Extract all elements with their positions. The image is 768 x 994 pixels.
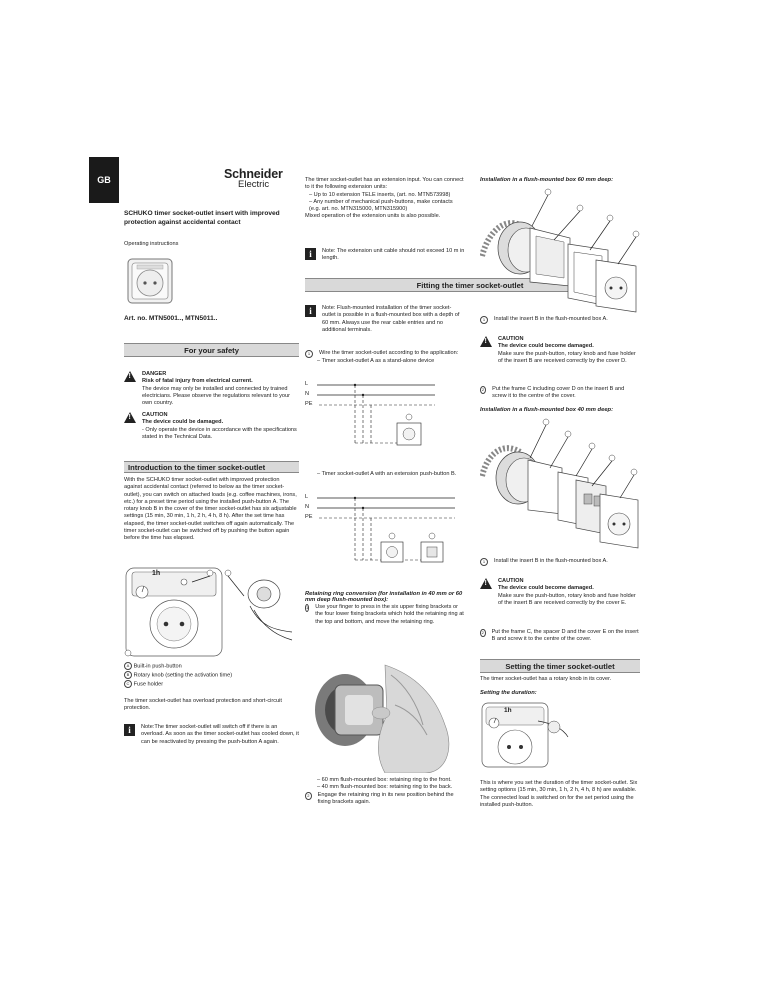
safety-heading: For your safety	[124, 343, 299, 357]
install-40-title: Installation in a flush-mounted box 40 mm deep:	[480, 407, 614, 413]
info-icon: i	[124, 724, 135, 736]
caution-40: ! CAUTION The device could become damaged. Make sure the push-button, rotary knob and fuse holder of the insert B are received correctly by the cover E.	[480, 578, 640, 607]
danger-block: ! DANGER Risk of fatal injury from electrical current. The device may only be installed and connected by trained electricians. Please observe the regulations relevant to your own country.	[124, 371, 299, 407]
overload-text: The timer socket-outlet has overload protection and short-circuit protection.	[124, 698, 282, 712]
retaining-ring-list: – 60 mm flush-mounted box: retaining ring to the front. – 40 mm flush-mounted box: retaining ring to the back. 2 Engage the retaining ring in its new position behind the fixing brackets again.	[305, 777, 465, 806]
install-60-step2: 2 Put the frame C including cover D on the insert B and screw it to the centre of the cover.	[481, 386, 625, 400]
fitting-note: i Note: Flush-mounted installation of the timer socket-outlet is possible in a flush-mounted box with a depth of 60 mm. Always use the rear cable entries and no additional terminals.	[305, 305, 465, 334]
intro-heading: Introduction to the timer socket-outlet	[124, 461, 299, 473]
wiring-step: 1 Wire the timer socket-outlet according to the application: – Timer socket-outlet A as a stand-alone device	[305, 350, 465, 365]
warning-icon: !	[480, 578, 492, 589]
install-60-step1: 1 Install the insert B in the flush-mounted box A.	[480, 316, 640, 324]
retaining-ring-title: Retaining ring conversion (for installation in 40 mm or 60 mm deep flush-mounted box):	[305, 591, 463, 603]
install-40-step2: 2 Put the frame C, the spacer D and the cover E on the insert B and screw it to the centre of the cover.	[481, 629, 639, 643]
caution-block: ! CAUTION The device could be damaged. - Only operate the device in accordance with the specifications stated in the Technical Data.	[124, 412, 299, 441]
wiring-diagram-extension: L N PE	[305, 494, 465, 566]
setting-duration-title: Setting the duration:	[480, 690, 537, 696]
intro-text: With the SCHUKO timer socket-outlet with improved protection against accidental contact (referred to below as the timer socket-outlet), you can switch on attached loads (e.g. coffee machines, irons, etc.) for a preset time period using the installed push-button A. The rotary knob B in the cover of the timer socket-outlet has six adjustable settings (15 min, 30 min, 1 h, 2 h, 4 h, 8 h). After the set time has elapsed, the timer socket-outlet switches off again automatically. The timer socket-outlet can be switched off by pushing the button again before the time has elapsed.	[124, 477, 297, 542]
install-60-illustration	[480, 186, 640, 314]
product-image	[127, 258, 173, 304]
retaining-ring-section: Retaining ring conversion (for installation in 40 mm or 60 mm deep flush-mounted box): 1 Use your finger to press in the six upper fixing brackets or the four lower fixing brackets which hold the retaining ring at the top and bottom, and move the retaining ring.	[305, 591, 464, 625]
wiring-diagram-standalone: L N PE	[305, 381, 465, 451]
warning-icon: !	[480, 336, 492, 347]
info-icon: i	[305, 248, 316, 260]
extension-note: i Note: The extension unit cable should not exceed 10 m in length.	[305, 248, 465, 263]
setting-heading: Setting the timer socket-outlet	[480, 659, 640, 673]
dial-label: 1h	[152, 570, 161, 577]
info-icon: i	[305, 305, 316, 317]
socket-dial-illustration	[124, 566, 299, 658]
subtitle: Operating instructions	[124, 241, 179, 247]
setting-text: The timer socket-outlet has a rotary knob in its cover.	[480, 676, 612, 682]
install-60-title: Installation in a flush-mounted box 60 mm deep:	[480, 177, 614, 183]
extension-text: The timer socket-outlet has an extension input. You can connect to it the following extension units: – Up to 10 extension TELE inserts, (art. no. MTN573998) – Any number of mechanical push-buttons, make contacts (e.g. art. no. MTN315000, MTN315900) Mixed operation of the extension units is also possible.	[305, 177, 464, 220]
setting-body: This is where you set the duration of the timer socket-outlet. Six setting options (15 min, 30 min, 1 h, 2 h, 4 h, 8 h) are available. The connected load is switched on for the set period using the installed push-button.	[480, 780, 638, 808]
intro-legend: A Built-in push-button B Rotary knob (setting the activation time) C Fuse holder	[124, 662, 232, 688]
setting-dial-illustration	[480, 701, 570, 769]
overload-note: i Note:The timer socket-outlet will switch off if there is an overload. As soon as the timer socket-outlet has cooled down, it can be reactivated by pressing the push-button A again.	[124, 724, 299, 746]
wiring-step-extension: – Timer socket-outlet A with an extension push-button B.	[317, 471, 457, 477]
caution-60: ! CAUTION The device could become damaged. Make sure the push-button, rotary knob and fuse holder of the insert B are received correctly by the cover D.	[480, 336, 640, 365]
install-40-illustration	[480, 416, 640, 552]
warning-icon: !	[124, 412, 136, 423]
fitting-heading: Fitting the timer socket-outlet	[305, 278, 635, 292]
product-title: SCHUKO timer socket-outlet insert with improved protection against accidental contact	[124, 210, 280, 226]
language-tab: GB	[89, 157, 119, 203]
art-no: Art. no. MTN5001.., MTN5011..	[124, 315, 218, 322]
warning-icon: !	[124, 371, 136, 382]
setting-dial-label: 1h	[504, 707, 512, 714]
install-40-step1: 1 Install the insert B in the flush-mounted box A.	[480, 558, 640, 566]
retaining-ring-photo	[305, 655, 465, 773]
schneider-logo: Schneider Electric	[224, 167, 283, 190]
